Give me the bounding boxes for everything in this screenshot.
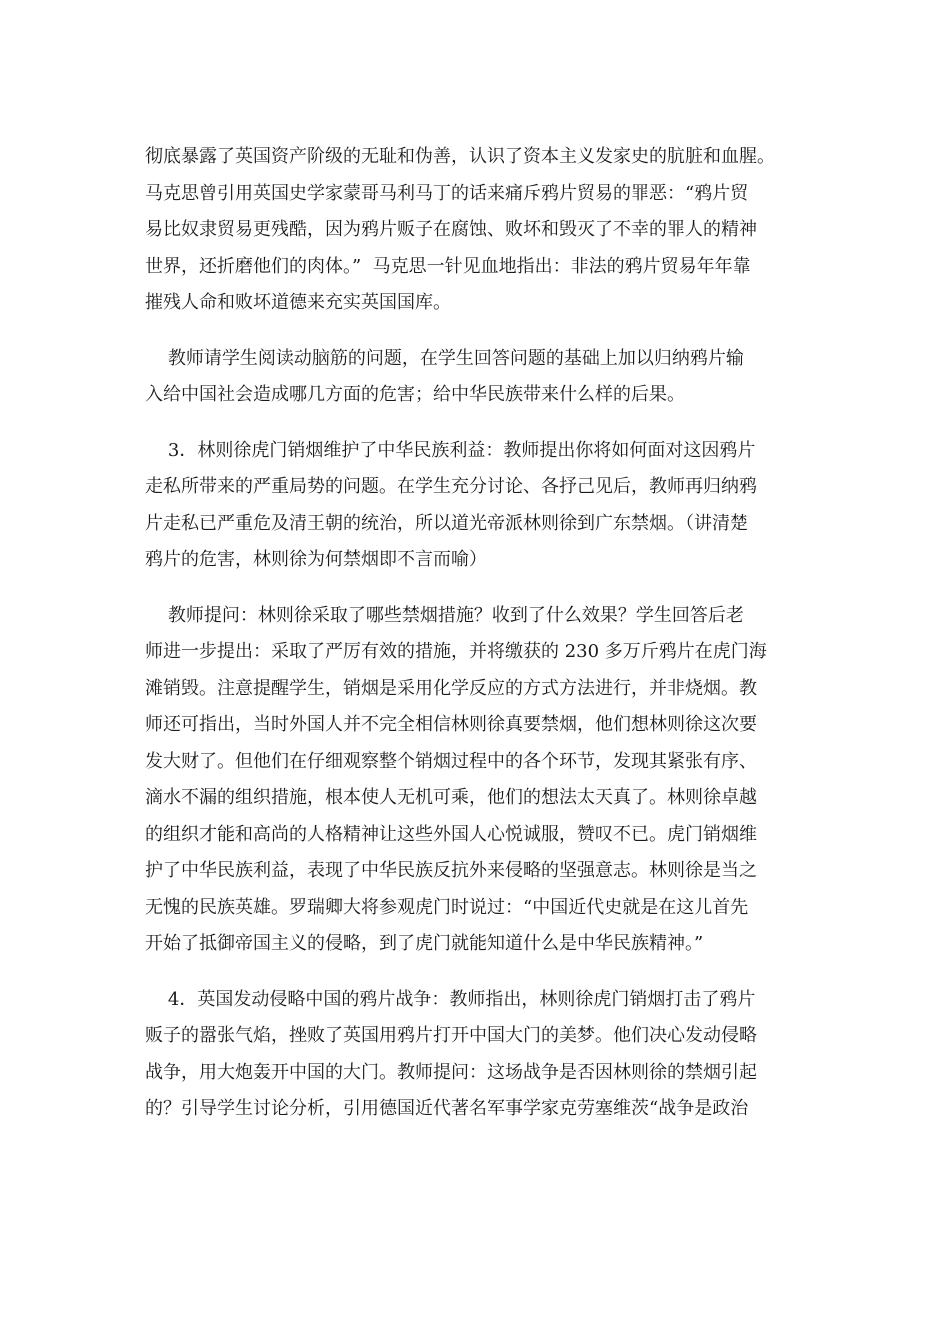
paragraph-5 (145, 990, 825, 1136)
text-line: 发大财了。但他们在仔细观察整个销烟过程中的各个环节，发现其紧张有序、 (145, 750, 757, 772)
text-line: 的组织才能和高尚的人格精神让这些外国人心悦诚服，赞叹不已。虎门销烟维 (145, 823, 757, 845)
text-line: 师进一步提出：采取了严厉有效的措施，并将缴获的 230 多万斤鸦片在虎门海 (145, 641, 767, 662)
text-line: 片走私已严重危及清王朝的统治，所以道光帝派林则徐到广东禁烟。（讲清楚 (145, 512, 748, 534)
text-line: 彻底暴露了英国资产阶级的无耻和伪善，认识了资本主义发家史的肮脏和血腥。 (145, 146, 775, 167)
document-body (145, 147, 825, 1136)
text-line: 4．英国发动侵略中国的鸦片战争：教师指出，林则徐虎门销烟打击了鸦片 (145, 988, 756, 1010)
text-line: 护了中华民族利益，表现了中华民族反抗外来侵略的坚强意志。林则徐是当之 (145, 860, 757, 881)
paragraph-2 (145, 349, 825, 422)
paragraph-gap (145, 587, 825, 606)
text-line: 入给中国社会造成哪几方面的危害；给中华民族带来什么样的后果。 (145, 384, 685, 405)
paragraph-gap (145, 971, 825, 990)
paragraph-3 (145, 441, 825, 587)
paragraph-1 (145, 147, 825, 330)
text-line: 世界，还折磨他们的肉体。” 马克思一针见血地指出：非法的鸦片贸易年年靠 (145, 255, 751, 277)
text-line: 教师请学生阅读动脑筋的问题，在学生回答问题的基础上加以归纳鸦片输 (145, 347, 744, 369)
text-line: 师还可指出，当时外国人并不完全相信林则徐真要禁烟，他们想林则徐这次要 (145, 714, 757, 735)
text-line: 战争，用大炮轰开中国的大门。教师提问：这场战争是否因林则徐的禁烟引起 (145, 1061, 757, 1083)
text-line: 易比奴隶贸易更残酷，因为鸦片贩子在腐蚀、败坏和毁灭了不幸的罪人的精神 (145, 219, 757, 240)
text-line: 开始了抵御帝国主义的侵略，到了虎门就能知道什么是中华民族精神。” (145, 933, 704, 954)
text-line: 3．林则徐虎门销烟维护了中华民族利益：教师提出你将如何面对这因鸦片 (145, 439, 756, 461)
text-line: 的？引导学生讨论分析，引用德国近代著名军事学家克劳塞维茨“战争是政治 (145, 1098, 749, 1119)
text-line: 教师提问：林则徐采取了哪些禁烟措施？收到了什么效果？学生回答后老 (145, 604, 744, 626)
paragraph-gap (145, 330, 825, 349)
text-line: 走私所带来的严重局势的问题。在学生充分讨论、各抒己见后，教师再归纳鸦 (145, 476, 757, 497)
text-line: 滴水不漏的组织措施，根本使人无机可乘，他们的想法太天真了。林则徐卓越 (145, 787, 757, 808)
paragraph-gap (145, 422, 825, 441)
text-line: 滩销毁。注意提醒学生，销烟是采用化学反应的方式方法进行，并非烧烟。教 (145, 677, 757, 699)
paragraph-4 (145, 606, 825, 971)
text-line: 马克思曾引用英国史学家蒙哥马利马丁的话来痛斥鸦片贸易的罪恶：“鸦片贸 (145, 182, 749, 204)
text-line: 无愧的民族英雄。罗瑞卿大将参观虎门时说过：“中国近代史就是在这儿首先 (145, 896, 749, 918)
text-line: 鸦片的危害，林则徐为何禁烟即不言而喻） (145, 549, 487, 570)
text-line: 贩子的嚣张气焰，挫败了英国用鸦片打开中国大门的美梦。他们决心发动侵略 (145, 1025, 757, 1046)
text-line: 摧残人命和败坏道德来充实英国国库。 (145, 292, 451, 313)
